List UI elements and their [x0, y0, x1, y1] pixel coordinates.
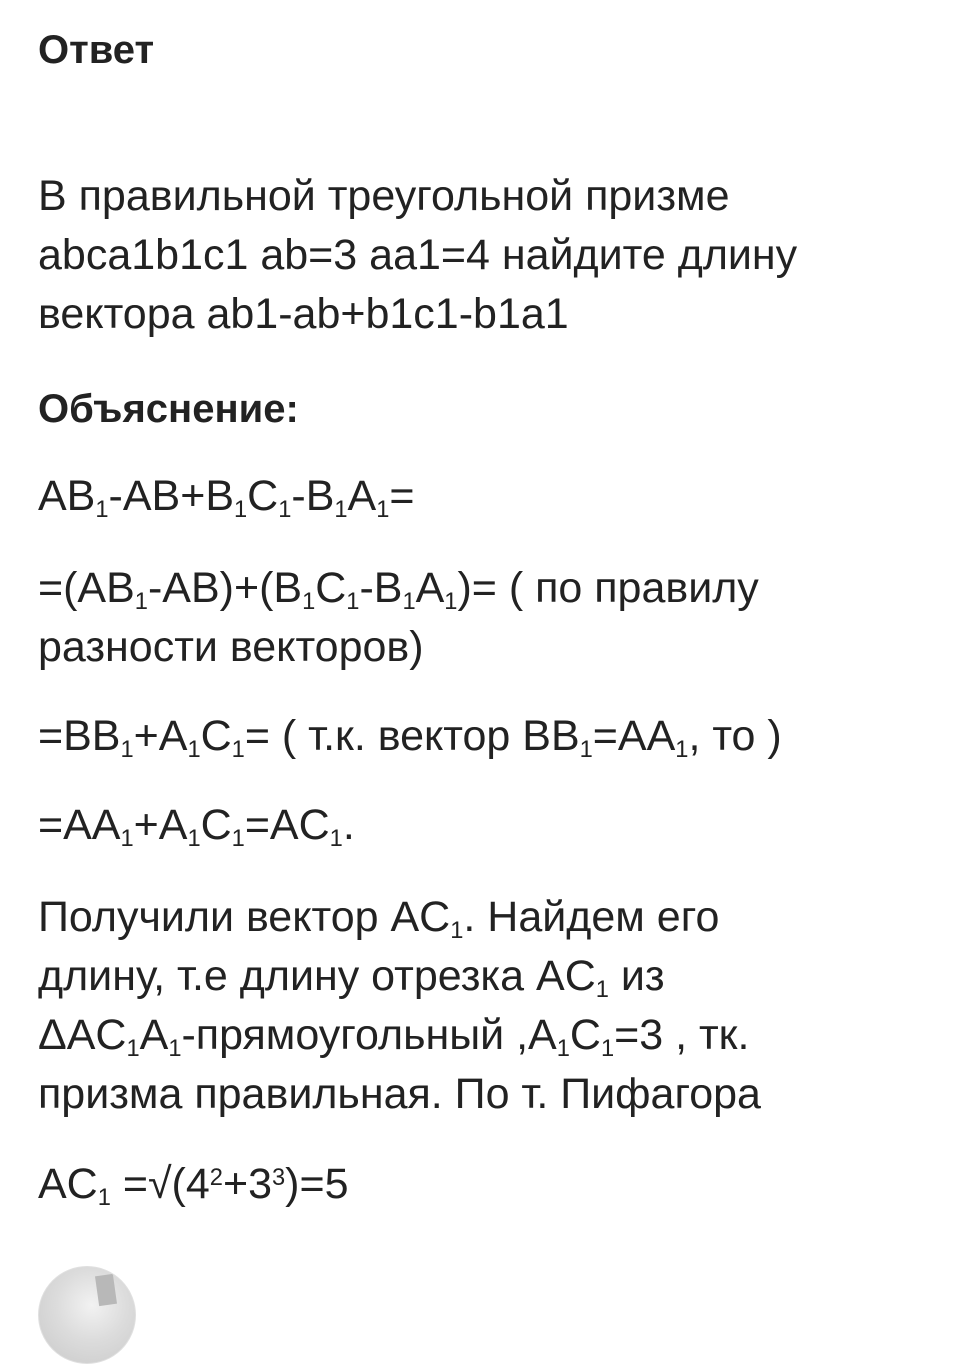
problem-line-2: abca1b1c1 ab=3 aa1=4 найдите длину	[38, 231, 798, 279]
problem-statement	[38, 167, 797, 344]
answer-heading: Ответ	[38, 28, 155, 72]
explanation-heading: Объяснение:	[38, 387, 299, 431]
step-2	[38, 559, 759, 677]
conclusion-line-1: Получили вектор $AC_1$. Найдем его	[38, 893, 720, 944]
problem-line-1: В правильной треугольной призме	[38, 172, 730, 220]
step-1: $AB_1-AB+B_1C_1-B_1A_1=$	[38, 472, 415, 523]
step-4: $=AA_1+A_1C_1=AC_1$.	[38, 801, 355, 852]
step-2-line-2: разности векторов)	[38, 623, 424, 671]
conclusion-line-3: $\Delta AC_1A_1$-прямоугольный $,A_1C_1=3$ , тк.	[38, 1011, 750, 1062]
pythagoras-formula: $AC_1 =√(4^2+3^3)=5$	[38, 1160, 349, 1211]
problem-line-3: вектора ab1-ab+b1c1-b1a1	[38, 290, 569, 338]
avatar-photo-detail	[95, 1274, 117, 1306]
conclusion-line-2: длину, т.е длину отрезка $AC_1$ из	[38, 952, 665, 1003]
step-3: $=BB_1+A_1C_1=$ ( т.к. вектор $BB_1=AA_1$, то )	[38, 712, 782, 763]
conclusion-paragraph	[38, 888, 761, 1124]
conclusion-line-4: призма правильная. По т. Пифагора	[38, 1070, 761, 1118]
step-2-line-1: $=(AB_1-AB)+(B_1C_1-B_1A_1)=$ ( по правилу	[38, 564, 759, 615]
user-avatar-icon[interactable]	[38, 1266, 136, 1364]
